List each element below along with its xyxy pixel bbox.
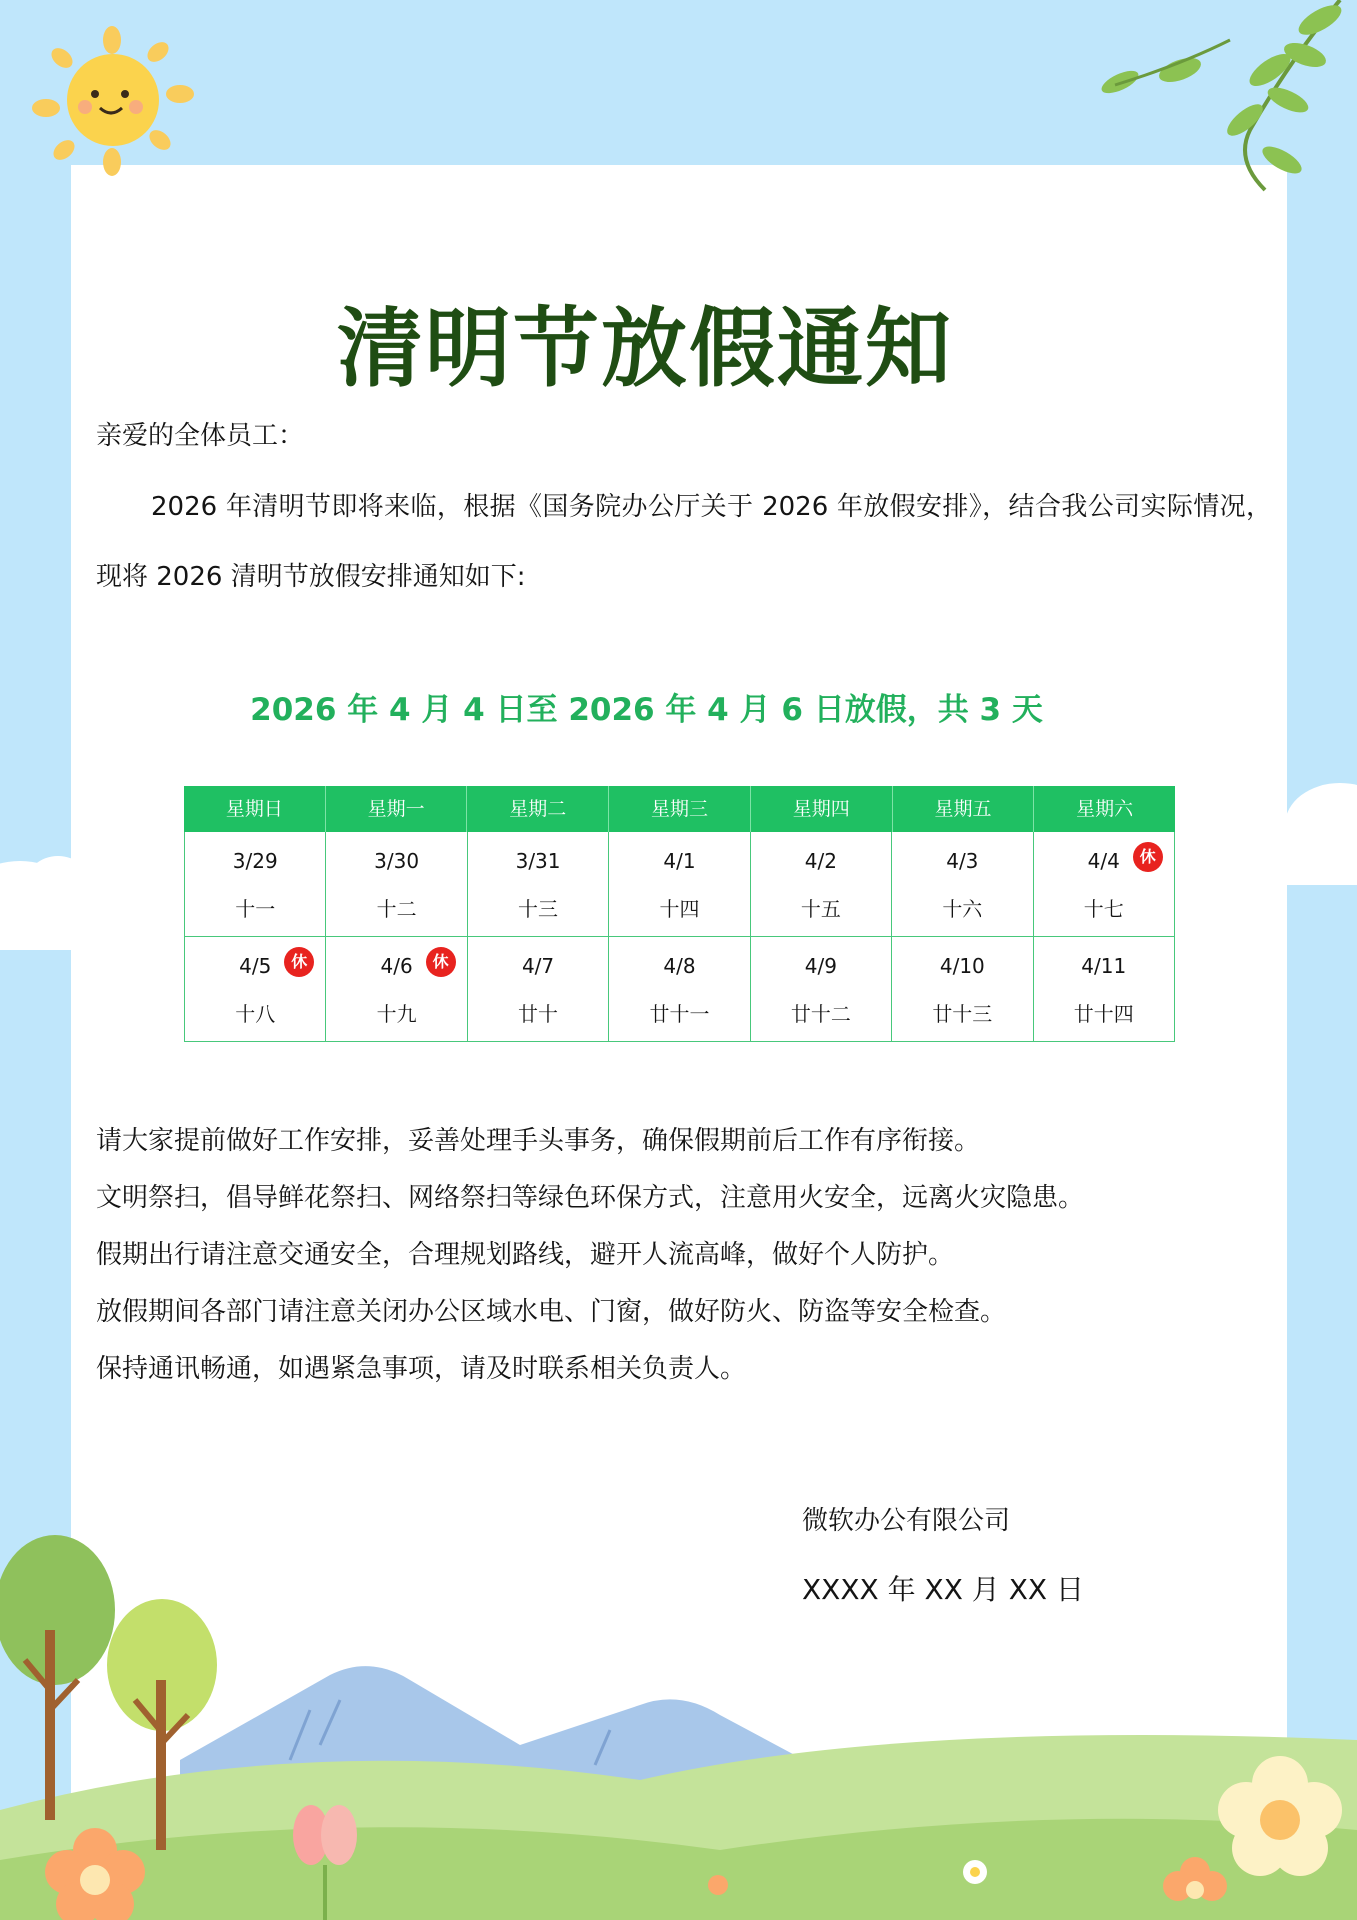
calendar-day-cell — [892, 937, 1033, 1041]
calendar-day-cell — [751, 937, 892, 1041]
company-name: 微软办公有限公司 — [802, 1506, 1011, 1536]
day-date: 4/5 — [239, 954, 272, 978]
lunar-date: 十九 — [376, 1002, 417, 1026]
calendar-day-cell — [326, 832, 467, 936]
lunar-date: 廿十一 — [649, 1002, 710, 1026]
rest-day-badge: 休 — [426, 947, 456, 977]
day-date: 4/10 — [939, 954, 985, 978]
lunar-date: 十一 — [235, 897, 276, 921]
notice-item: 放假期间各部门请注意关闭办公区域水电、门窗，做好防火、防盗等安全检查。 — [96, 1297, 1007, 1327]
lunar-date: 十七 — [1083, 897, 1124, 921]
lunar-date: 廿十 — [518, 1002, 559, 1026]
day-date: 4/3 — [946, 849, 979, 873]
calendar-day-cell — [185, 937, 326, 1041]
day-date: 4/9 — [804, 954, 837, 978]
weekday-header: 星期五 — [893, 786, 1035, 832]
day-date: 3/29 — [232, 849, 278, 873]
day-date: 4/8 — [663, 954, 696, 978]
calendar-week-row — [184, 832, 1175, 937]
calendar-day-cell — [468, 937, 609, 1041]
weekday-header: 星期三 — [609, 786, 751, 832]
holiday-period-text: 2026 年 4 月 4 日至 2026 年 4 月 6 日放假，共 3 天 — [250, 692, 1043, 728]
calendar-body — [184, 832, 1175, 1042]
lunar-date: 十五 — [800, 897, 841, 921]
signature-date: XXXX 年 XX 月 XX 日 — [802, 1573, 1084, 1606]
day-date: 4/4 — [1087, 849, 1120, 873]
lunar-date: 廿十二 — [790, 1002, 851, 1026]
rest-day-badge: 休 — [284, 947, 314, 977]
notice-item: 文明祭扫，倡导鲜花祭扫、网络祭扫等绿色环保方式，注意用火安全，远离火灾隐患。 — [96, 1183, 1085, 1213]
lunar-date: 十八 — [235, 1002, 276, 1026]
notice-title: 清明节放假通知 — [337, 298, 953, 399]
weekday-header: 星期四 — [751, 786, 893, 832]
calendar-week-row — [184, 937, 1175, 1042]
day-date: 3/30 — [374, 849, 420, 873]
notice-item: 请大家提前做好工作安排，妥善处理手头事务，确保假期前后工作有序衔接。 — [96, 1126, 981, 1156]
weekday-header: 星期六 — [1076, 798, 1134, 820]
calendar-day-cell — [751, 832, 892, 936]
holiday-calendar-table — [184, 786, 1175, 1042]
calendar-day-cell — [1034, 832, 1175, 936]
weekday-header: 星期一 — [326, 786, 468, 832]
notice-item: 保持通讯畅通，如遇紧急事项，请及时联系相关负责人。 — [96, 1354, 747, 1384]
notice-item: 假期出行请注意交通安全，合理规划路线，避开人流高峰，做好个人防护。 — [96, 1240, 955, 1270]
calendar-day-cell — [609, 832, 750, 936]
calendar-day-cell — [468, 832, 609, 936]
day-date: 4/7 — [521, 954, 555, 978]
lunar-date: 十三 — [518, 897, 559, 921]
lunar-date: 十六 — [942, 897, 983, 921]
lunar-date: 十四 — [659, 897, 700, 921]
calendar-day-cell — [326, 937, 467, 1041]
calendar-header-row — [184, 786, 1175, 832]
lunar-date: 廿十三 — [932, 1002, 993, 1026]
calendar-day-cell — [892, 832, 1033, 936]
lunar-date: 廿十四 — [1073, 1002, 1134, 1026]
day-date: 4/2 — [804, 849, 837, 873]
lunar-date: 十二 — [376, 897, 417, 921]
weekday-header: 星期日 — [184, 786, 326, 832]
notice-items-list — [96, 1113, 1084, 1398]
calendar-day-cell — [1034, 937, 1175, 1041]
rest-day-badge: 休 — [1133, 842, 1163, 872]
day-date: 4/11 — [1081, 954, 1127, 978]
greeting-text: 亲爱的全体员工： — [96, 421, 305, 451]
calendar-day-cell — [609, 937, 750, 1041]
weekday-header: 星期二 — [467, 786, 609, 832]
day-date: 3/31 — [515, 849, 561, 873]
calendar-day-cell — [185, 832, 326, 936]
day-date: 4/6 — [380, 954, 413, 978]
day-date: 4/1 — [663, 849, 696, 873]
intro-paragraph: 2026 年清明节即将来临，根据《国务院办公厅关于 2026 年放假安排》，结合我公司实际情况，现将 2026 清明节放假安排通知如下: — [96, 492, 1272, 592]
